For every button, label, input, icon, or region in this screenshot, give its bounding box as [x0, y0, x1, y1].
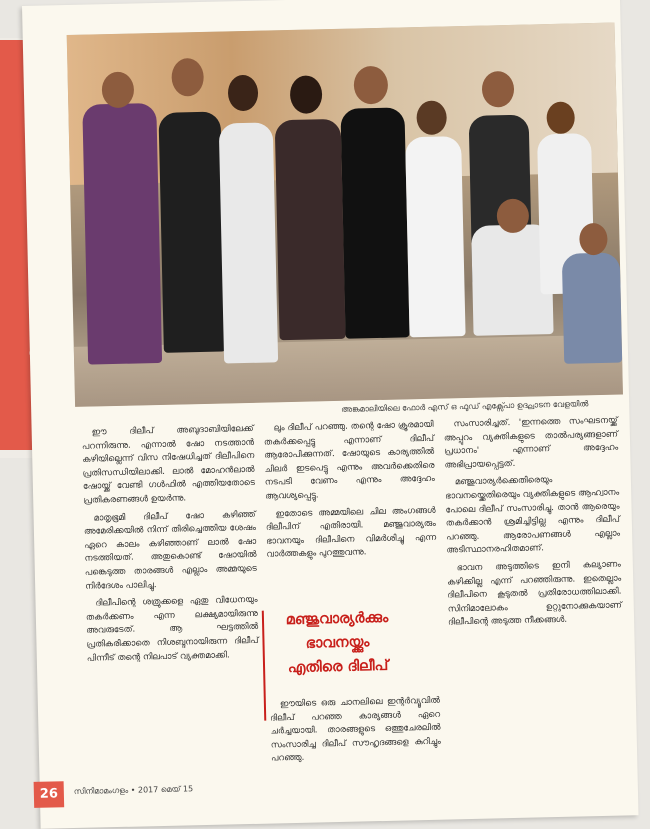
paragraph: ഭാവന അടുത്തിടെ ഇനി കല്യാണം കഴിക്കില്ല എന്ന് പറഞ്ഞിരുന്നു. ഇതെല്ലാം ദിലീപിനെ കൂടുതൽ പ്രതിരോധത്തിലാക്കി. സിനിമാലോകം ഉറ്റുനോക്കുകയാണ് ദിലീപിന്റെ അടുത്ത നീക്കങ്ങൾ. [447, 559, 622, 628]
page-number: 26 [34, 781, 65, 808]
pull-quote [258, 605, 419, 729]
page-footer [40, 768, 639, 812]
magazine-page [22, 0, 639, 829]
paragraph: മാതൃഭൂമി ദിലീപ് ഷോ കഴിഞ്ഞ് അമേരിക്കയിൽ നിന്ന് തിരിച്ചെത്തിയ ശേഷം ഏറെ കാലം കഴിഞ്ഞാണ് ലാൽ ഷോ നടത്തിയത്. അതുകൊണ്ട് ഷോയിൽ പങ്കെടുത്ത താരങ്ങൾ എല്ലാം അമ്മയുടെ നിർദേശം പാലിച്ചു. [83, 509, 257, 592]
person-head [579, 223, 608, 256]
article-column-1 [82, 423, 259, 670]
person-figure [340, 107, 409, 338]
person-figure [562, 253, 622, 364]
person-figure [82, 103, 162, 365]
article-column-3 [443, 415, 622, 635]
group-photo [67, 23, 623, 407]
footer-text: സിനിമാമംഗളം • 2017 മെയ് 15 [73, 784, 194, 797]
pull-quote-line: മഞ്ജുവാര്യർക്കും [285, 609, 389, 629]
person-figure [219, 122, 278, 363]
paragraph: ദിലീപിന്റെ ശത്രുക്കളെ ഏതു വിധേനയും തകർക്കണം എന്ന ലക്ഷ്യമായിരുന്നു അവരുടേത്. ആ ഘട്ടത്തിൽ പ്രതികരിക്കാതെ നിശബ്ദനായിരുന്ന ദിലീപ് പിന്നീട് തന്റെ നിലപാട് വ്യക്തമാക്കി. [85, 594, 259, 664]
paragraph: ഈ ദിലീപ് അബുദാബിയിലേക്ക് പറന്നിരുന്നു. എന്നാൽ ഷോ നടത്താൻ കഴിയില്ലെന്ന് വിസ നിഷേധിച്ചത് ദിലീപിനെ പ്രതിസന്ധിയിലാക്കി. ലാൽ മോഹൻലാൽ ഷോയ്ക്ക് വേണ്ടി ഗൾഫിൽ എത്തിയതോടെ പ്രതികരണങ്ങൾ ഉയർന്നു. [81, 423, 256, 506]
person-figure [275, 119, 346, 340]
paragraph: ഇതോടെ അമ്മയിലെ ചില അംഗങ്ങൾ ദിലീപിന് എതിരായി. മഞ്ജുവാര്യരും ഭാവനയും ദിലീപിനെ വിമർശിച്ചു എന്ന വാർത്തകളും പുറത്തുവന്നു. [265, 505, 437, 560]
photo-caption: അങ്കമാലിയിലെ ഫോർ എസ് ഒ ഫുഡ് എക്സ്പോ ഉദ്ഘാടന വേളയിൽ [341, 399, 589, 414]
person-figure [158, 112, 225, 353]
paragraph: സംസാരിച്ചത്. 'ഇന്നത്തെ സംഘടനയ്ക്ക് അപ്പുറം വ്യക്തികളുടെ താൽപര്യങ്ങളാണ് പ്രധാനം' എന്നാണ് അദ്ദേഹം അഭിപ്രായപ്പെട്ടത്. [443, 415, 619, 471]
pull-quote-line: ഭാവനയ്ക്കും [305, 634, 370, 652]
pull-quote-line: എതിരെ ദിലീപ് [287, 657, 389, 677]
paragraph: ലും ദിലീപ് പറഞ്ഞു. തന്റെ ഷോ ക്രൂരമായി തകർക്കപ്പെട്ടു എന്നാണ് ദിലീപ് ആരോപിക്കുന്നത്. ഷോയുടെ കാര്യത്തിൽ ചിലർ ഇടപെട്ടു എന്നും അവർക്കെതിരെ നടപടി വേണം എന്നും അദ്ദേഹം ആവശ്യപ്പെട്ടു. [263, 419, 435, 502]
paragraph: ഈയിടെ ഒരു ചാനലിലെ ഇന്റർവ്യൂവിൽ ദിലീപ് പറഞ്ഞ കാര്യങ്ങൾ ഏറെ ചർച്ചയായി. താരങ്ങളുടെ ഒത്തുചേരലിൽ സംസാരിച്ച ദിലീപ് സൗഹൃദങ്ങളെ കുറിച്ചും പറഞ്ഞു. [270, 695, 441, 764]
paragraph: മഞ്ജുവാര്യർക്കെതിരെയും ഭാവനയ്ക്കെതിരെയും വ്യക്തികളുടെ ആഹ്വാനം പോലെ ദിലീപ് സംസാരിച്ചു. താൻ ആരെയും തകർക്കാൻ ശ്രമിച്ചിട്ടില്ല എന്നും ദിലീപ് പറഞ്ഞു. ആരോപണങ്ങൾ എല്ലാം അടിസ്ഥാനരഹിതമാണ്. [445, 475, 621, 556]
person-figure [405, 136, 466, 337]
